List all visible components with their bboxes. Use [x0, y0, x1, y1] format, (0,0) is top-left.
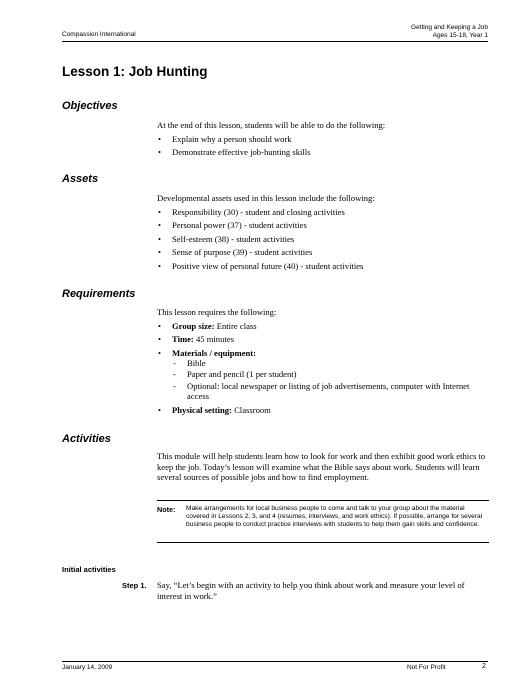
list-item: • Positive view of personal future (40) - student activities — [158, 260, 364, 271]
list-item: • Self-esteem (38) - student activities — [158, 233, 295, 244]
setting-value: Classroom — [234, 404, 271, 415]
bullet-icon: • — [158, 334, 162, 345]
list-item: - Optional: local newspaper or listing of job advertisements, computer with Internet access — [173, 380, 470, 402]
list-item: • Explain why a person should work — [158, 133, 292, 144]
step-label: Step 1. — [122, 581, 147, 590]
list-item — [157, 334, 489, 345]
activities-paragraph: This module will help students learn how to look for work and then exhibit good work ethics to keep the job. Today’s lesson will examine what the Bible says about work. Students will learn several sources of possible jobs and how to find employment. — [157, 451, 486, 483]
footer-date: January 14, 2009 — [62, 664, 113, 671]
assets-intro: Developmental assets used in this lesson include the following: — [157, 193, 375, 203]
list-item: • Sense of purpose (39) - student activities — [158, 247, 313, 258]
header-org: Compassion International — [62, 31, 136, 38]
bullet-icon: • — [158, 347, 162, 358]
materials-label: Materials / equipment: — [172, 347, 257, 358]
assets-section — [157, 193, 489, 275]
page-number: 2 — [482, 663, 486, 670]
bullet-icon: • — [158, 233, 162, 244]
bullet-icon: • — [158, 260, 162, 271]
header-rule — [62, 41, 488, 42]
requirements-list — [157, 321, 489, 416]
footer-status: Not For Profit — [407, 664, 446, 671]
bullet-icon: • — [158, 404, 162, 415]
header-course-ages: Ages 15-18, Year 1 — [432, 32, 488, 39]
time-value: 45 minutes — [195, 334, 234, 345]
note-top-rule — [157, 500, 489, 501]
note-label: Note: — [157, 505, 176, 514]
bullet-icon: • — [158, 133, 162, 144]
bullet-icon: • — [158, 320, 162, 331]
activities-heading: Activities — [62, 433, 111, 445]
list-item: • Personal power (37) - student activities — [158, 220, 307, 231]
requirements-intro: This lesson requires the following: — [157, 307, 277, 317]
list-item: - Paper and pencil (1 per student) — [173, 369, 297, 380]
bullet-icon: • — [158, 147, 162, 158]
initial-activities-heading: Initial activities — [62, 565, 116, 574]
list-item: - Bible — [173, 358, 206, 369]
materials-list — [172, 358, 489, 401]
setting-label: Physical setting: — [172, 404, 232, 415]
time-label: Time: — [172, 334, 194, 345]
header-course-title: Getting and Keeping a Job — [411, 24, 488, 31]
footer-rule — [62, 661, 488, 662]
assets-list — [157, 207, 489, 272]
bullet-icon: • — [158, 247, 162, 258]
objectives-list — [157, 134, 489, 158]
dash-icon: - — [173, 369, 176, 380]
step-text: Say, “Let’s begin with an activity to help you think about work and measure your level of interest in work.” — [157, 580, 465, 601]
lesson-title: Lesson 1: Job Hunting — [62, 64, 208, 79]
list-item — [157, 348, 489, 402]
objectives-intro: At the end of this lesson, students will be able to do the following: — [157, 120, 386, 130]
group-size-label: Group size: — [172, 320, 215, 331]
list-item — [157, 321, 489, 332]
list-item — [157, 405, 489, 416]
dash-icon: - — [173, 358, 176, 369]
objectives-section — [157, 120, 489, 161]
header-course — [411, 24, 488, 40]
note-bottom-rule — [157, 542, 489, 543]
bullet-icon: • — [158, 206, 162, 217]
requirements-heading: Requirements — [62, 288, 136, 300]
objectives-heading: Objectives — [62, 100, 118, 112]
dash-icon: - — [173, 380, 176, 391]
requirements-section — [157, 307, 489, 418]
list-item: • Responsibility (30) - student and closing activities — [158, 206, 345, 217]
list-item: • Demonstrate effective job-hunting skills — [158, 147, 311, 158]
bullet-icon: • — [158, 220, 162, 231]
assets-heading: Assets — [62, 173, 99, 185]
note-text: Make arrangements for local business people to come and talk to your group about the material covered in Lessons 2, 3, and 4 (resumes, interviews, and work ethics). If possible, arrange for several business people to conduct practice interviews with students to help them gain skills and confidence. — [186, 505, 483, 529]
group-size-value: Entire class — [216, 320, 257, 331]
